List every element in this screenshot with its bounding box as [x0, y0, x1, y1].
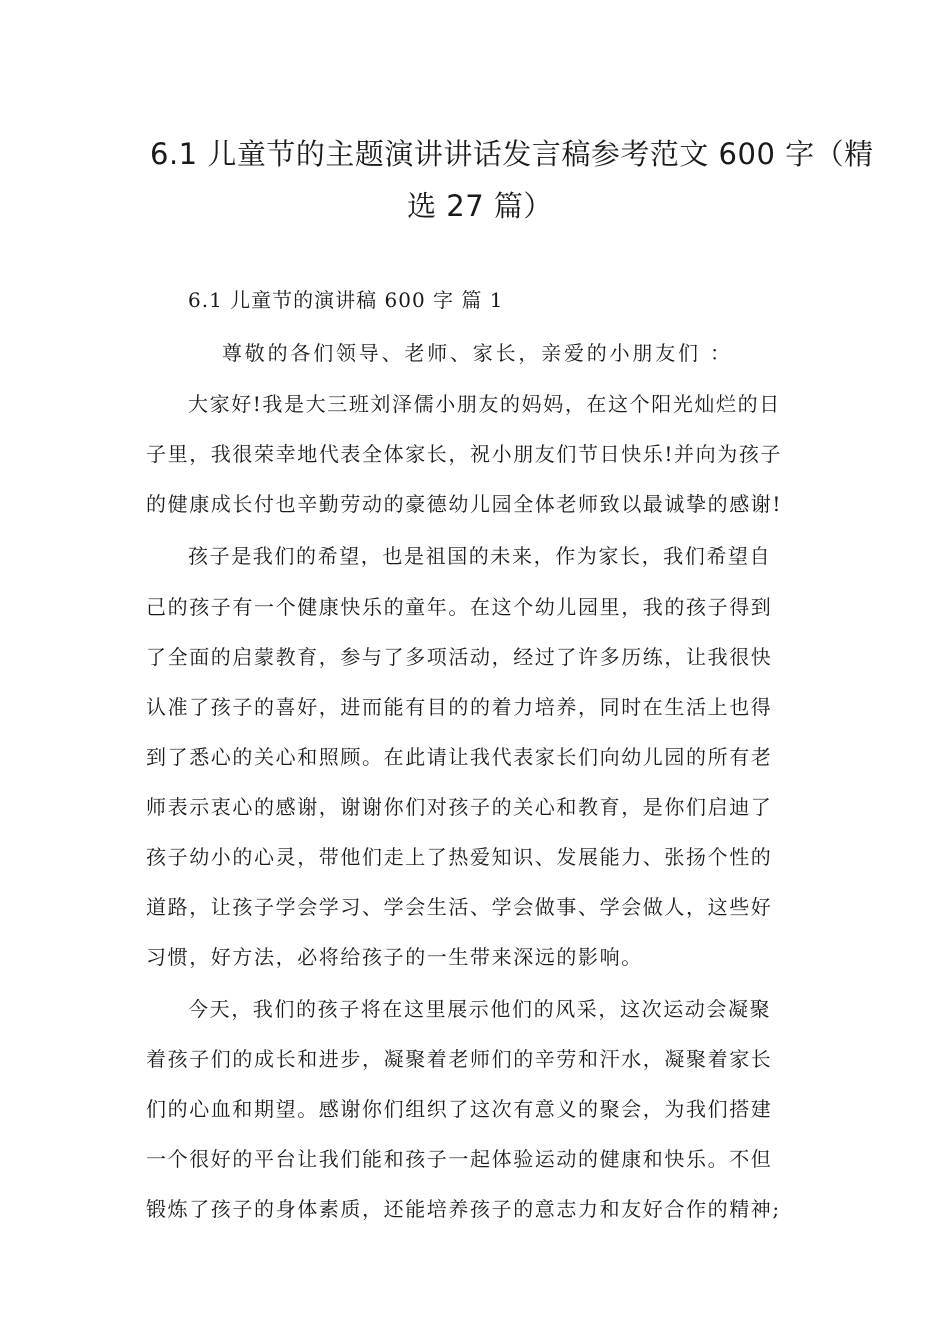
- body-line: 着孩子们的成长和进步，凝聚着老师们的辛劳和汗水，凝聚着家长: [146, 1047, 773, 1071]
- body-line: 认准了孩子的喜好，进而能有目的的着力培养，同时在生活上也得: [146, 695, 773, 719]
- body-line: 师表示衷心的感谢，谢谢你们对孩子的关心和教育，是你们启迪了: [146, 795, 773, 819]
- title-line: 6.1 儿童节的主题演讲讲话发言稿参考范文 600 字（精: [150, 137, 874, 171]
- body-line: 的健康成长付也辛勤劳动的豪德幼儿园全体老师致以最诚挚的感谢!: [146, 492, 783, 516]
- body-line: 到了悉心的关心和照顾。在此请让我代表家长们向幼儿园的所有老: [146, 745, 773, 769]
- body-line: 己的孩子有一个健康快乐的童年。在这个幼儿园里，我的孩子得到: [146, 595, 773, 619]
- greeting-line: 尊敬的各们领导、老师、家长，亲爱的小朋友们 ：: [222, 341, 733, 365]
- body-line: 今天，我们的孩子将在这里展示他们的风采，这次运动会凝聚: [188, 997, 772, 1021]
- section-heading: 6.1 儿童节的演讲稿 600 字 篇 1: [188, 288, 504, 312]
- body-line: 孩子幼小的心灵，带他们走上了热爱知识、发展能力、张扬个性的: [146, 845, 773, 869]
- body-line: 习惯，好方法，必将给孩子的一生带来深远的影响。: [146, 945, 643, 969]
- body-line: 们的心血和期望。感谢你们组织了这次有意义的聚会，为我们搭建: [146, 1097, 773, 1121]
- body-line: 了全面的启蒙教育，参与了多项活动，经过了许多历练，让我很快: [146, 645, 773, 669]
- document-title: [150, 128, 874, 232]
- body-line: 锻炼了孩子的身体素质，还能培养孩子的意志力和友好合作的精神;: [146, 1197, 781, 1221]
- body-line: 孩子是我们的希望，也是祖国的未来，作为家长，我们希望自: [188, 544, 772, 568]
- body-line: 道路，让孩子学会学习、学会生活、学会做事、学会做人，这些好: [146, 895, 773, 919]
- body-line: 一个很好的平台让我们能和孩子一起体验运动的健康和快乐。不但: [146, 1147, 773, 1171]
- title-line: 选 27 篇）: [407, 189, 553, 223]
- body-line: 子里，我很荣幸地代表全体家长，祝小朋友们节日快乐!并向为孩子: [146, 442, 783, 466]
- body-line: 大家好!我是大三班刘泽儒小朋友的妈妈，在这个阳光灿烂的日: [188, 392, 781, 416]
